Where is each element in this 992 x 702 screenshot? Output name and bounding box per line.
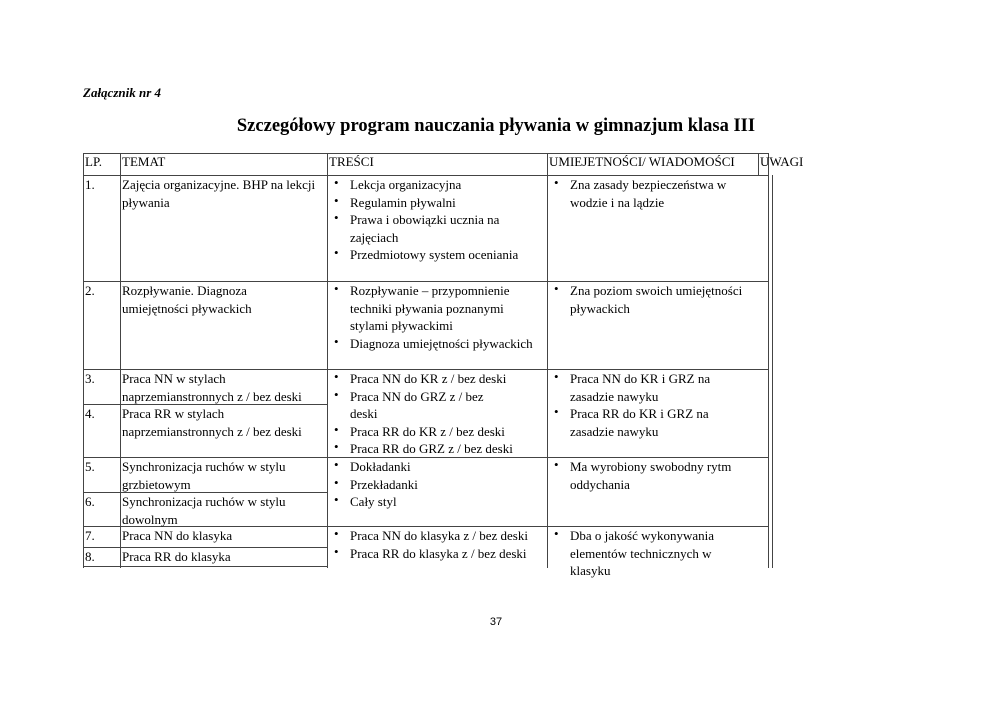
group-4-umiejetnosci — [552, 458, 752, 493]
row-2-lp: 2. — [85, 283, 95, 298]
list-item: • Zna poziom swoich umiejętności pływackich — [552, 282, 752, 317]
document-title: Szczegółowy program nauczania pływania w gimnazjum klasa III — [236, 116, 756, 136]
annex-label: Załącznik nr 4 — [83, 85, 162, 100]
list-item: • Praca NN do klasyka z / bez deski — [332, 527, 532, 545]
group-1-tresci — [332, 176, 542, 264]
list-item: • Praca NN do GRZ z / bez deski — [332, 388, 510, 423]
group-3-tresci — [332, 370, 547, 458]
group-3-umiejetnosci — [552, 370, 752, 440]
row-3-lp: 3. — [85, 371, 95, 386]
page-number: 37 — [489, 616, 503, 628]
list-item: • Cały styl — [332, 493, 542, 511]
header-lp: LP. — [85, 154, 102, 169]
row-3-temat: Praca NN w stylach naprzemianstronnych z / bez deski — [122, 371, 302, 404]
row-6-temat: Synchronizacja ruchów w stylu dowolnym — [122, 494, 286, 527]
list-item: • Praca RR do KR i GRZ na zasadzie nawyku — [552, 405, 752, 440]
row-5-temat: Synchronizacja ruchów w stylu grzbietowym — [122, 459, 286, 492]
group-2-tresci — [332, 282, 544, 352]
row-8-lp: 8. — [85, 549, 95, 564]
group-1-umiejetnosci — [552, 176, 764, 211]
list-item: • Przedmiotowy system oceniania — [332, 246, 542, 264]
row-2-temat: Rozpływanie. Diagnoza umiejętności pływackich — [122, 283, 252, 316]
row-1-lp: 1. — [85, 177, 95, 192]
header-umiejetnosci: UMIEJETNOŚCI/ WIADOMOŚCI — [549, 154, 735, 169]
list-item: • Lekcja organizacyjna — [332, 176, 542, 194]
list-item: • Praca NN do KR i GRZ na zasadzie nawyku — [552, 370, 752, 405]
list-item: • Praca RR do KR z / bez deski — [332, 423, 547, 441]
list-item: • Praca RR do klasyka z / bez deski — [332, 545, 532, 563]
row-4-temat: Praca RR w stylach naprzemianstronnych z / bez deski — [122, 406, 302, 439]
group-4-tresci — [332, 458, 542, 511]
list-item: • Diagnoza umiejętności pływackich — [332, 335, 544, 353]
list-item: • Zna zasady bezpieczeństwa w wodzie i na lądzie — [552, 176, 764, 211]
list-item: • Praca RR do GRZ z / bez deski — [332, 440, 547, 458]
row-5-lp: 5. — [85, 459, 95, 474]
group-5-tresci — [332, 527, 532, 562]
row-8-temat: Praca RR do klasyka — [122, 549, 231, 564]
header-temat: TEMAT — [122, 154, 166, 169]
list-item: • Regulamin pływalni — [332, 194, 542, 212]
list-item: • Dba o jakość wykonywania elementów technicznych w klasyku — [552, 527, 752, 580]
row-7-lp: 7. — [85, 528, 95, 543]
list-item: • Prawa i obowiązki ucznia na zajęciach — [332, 211, 542, 246]
group-2-umiejetnosci — [552, 282, 752, 317]
row-6-lp: 6. — [85, 494, 95, 509]
list-item: • Ma wyrobiony swobodny rytm oddychania — [552, 458, 752, 493]
list-item: • Dokładanki — [332, 458, 542, 476]
list-item: • Przekładanki — [332, 476, 542, 494]
list-item: • Praca NN do KR z / bez deski — [332, 370, 547, 388]
group-5-umiejetnosci — [552, 527, 752, 580]
row-1-temat: Zajęcia organizacyjne. BHP na lekcji pływania — [122, 177, 316, 210]
list-item: • Rozpływanie – przypomnienie techniki pływania poznanymi stylami pływackimi — [332, 282, 544, 335]
program-table — [83, 153, 804, 578]
header-uwagi: UWAGI — [760, 154, 804, 169]
row-7-temat: Praca NN do klasyka — [122, 528, 233, 543]
header-tresci: TREŚCI — [329, 154, 374, 169]
row-4-lp: 4. — [85, 406, 95, 421]
